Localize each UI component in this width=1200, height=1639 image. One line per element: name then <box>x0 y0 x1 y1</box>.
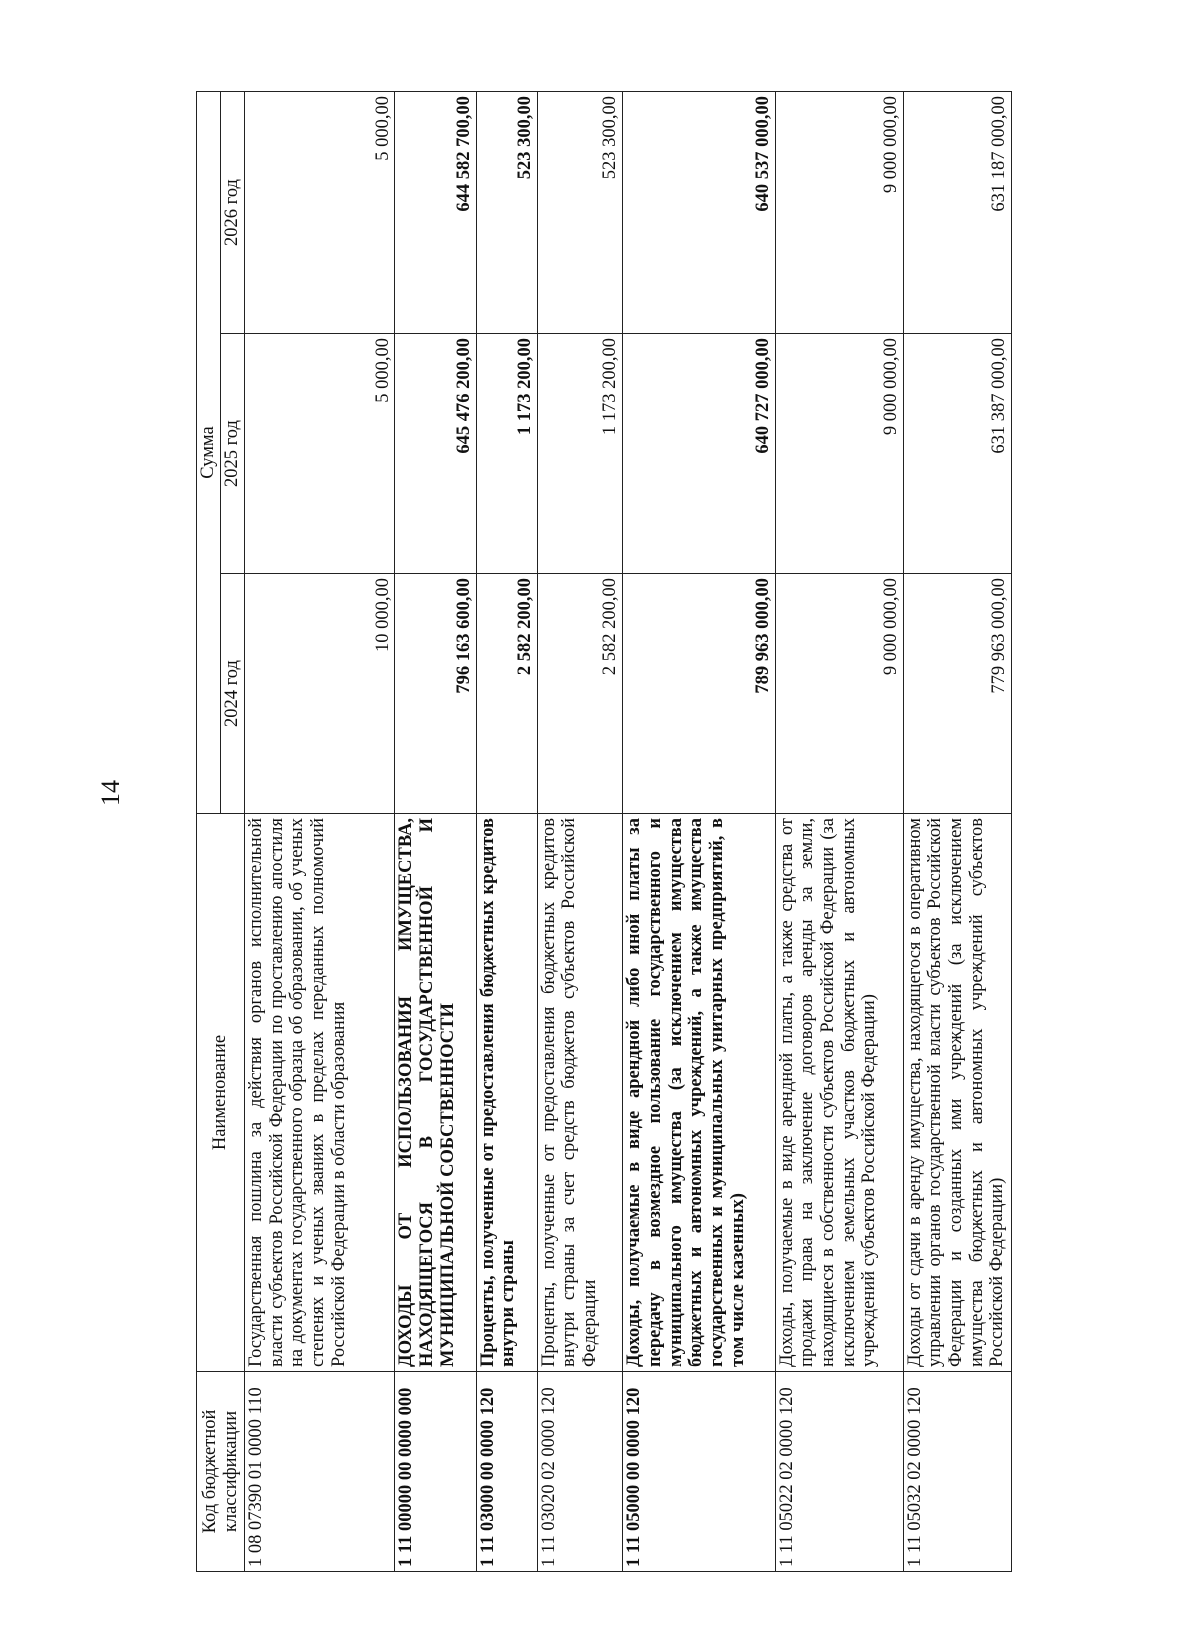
row-amount-2026: 640 537 000,00 <box>623 91 775 333</box>
row-code: 1 11 03000 00 0000 120 <box>476 1372 537 1572</box>
row-amount-2025: 5 000,00 <box>245 334 395 574</box>
row-amount-2026: 523 300,00 <box>537 91 622 333</box>
row-name: Проценты, полученные от предоставления бюджетных кредитов внутри страны за счет средств бюджетов субъектов Российской Федерации <box>537 814 622 1372</box>
row-code: 1 11 05022 02 0000 120 <box>775 1372 903 1572</box>
row-amount-2026: 9 000 000,00 <box>775 91 903 333</box>
row-name: Доходы, получаемые в виде арендной либо иной платы за передачу в возмездное пользование государственного и муниципального имущества (за исключением имущества бюджетных и автономных учреждений, а также имущества государственных и муниципальных унитарных предприятий, в том числе казенных) <box>623 814 775 1372</box>
table-row <box>245 91 395 1571</box>
header-year-2024: 2024 год <box>221 574 245 814</box>
row-code: 1 11 03020 02 0000 120 <box>537 1372 622 1572</box>
row-amount-2024: 789 963 000,00 <box>623 574 775 814</box>
table-row <box>537 91 622 1571</box>
row-code: 1 11 00000 00 0000 000 <box>395 1372 476 1572</box>
header-code: Код бюджетной классификации <box>197 1372 245 1572</box>
table-row <box>775 91 903 1571</box>
row-amount-2025: 9 000 000,00 <box>775 334 903 574</box>
header-year-2025: 2025 год <box>221 334 245 574</box>
header-name: Наименование <box>197 814 245 1372</box>
row-amount-2024: 796 163 600,00 <box>395 574 476 814</box>
table-row <box>395 91 476 1571</box>
row-name: Доходы от сдачи в аренду имущества, находящегося в оперативном управлении органов государственной власти субъектов Российской Федерации и созданных ими учреждений (за исключением имущества бюджетных и автономных учреждений субъектов Российской Федерации) <box>903 814 1011 1372</box>
row-amount-2025: 631 387 000,00 <box>903 334 1011 574</box>
row-amount-2024: 2 582 200,00 <box>476 574 537 814</box>
row-code: 1 08 07390 01 0000 110 <box>245 1372 395 1572</box>
row-name: ДОХОДЫ ОТ ИСПОЛЬЗОВАНИЯ ИМУЩЕСТВА, НАХОДЯЩЕГОСЯ В ГОСУДАРСТВЕННОЙ И МУНИЦИПАЛЬНОЙ СОБСТВЕННОСТИ <box>395 814 476 1372</box>
table-row <box>476 91 537 1571</box>
row-amount-2026: 631 187 000,00 <box>903 91 1011 333</box>
row-code: 1 11 05032 02 0000 120 <box>903 1372 1011 1572</box>
header-sum: Сумма <box>197 91 221 813</box>
row-code: 1 11 05000 00 0000 120 <box>623 1372 775 1572</box>
row-name: Проценты, полученные от предоставления бюджетных кредитов внутри страны <box>476 814 537 1372</box>
row-amount-2024: 9 000 000,00 <box>775 574 903 814</box>
revenue-table <box>196 91 1012 1572</box>
page-number: 14 <box>96 780 125 806</box>
revenue-table-sheet <box>196 92 1012 1572</box>
row-amount-2025: 640 727 000,00 <box>623 334 775 574</box>
row-amount-2025: 1 173 200,00 <box>476 334 537 574</box>
row-amount-2024: 2 582 200,00 <box>537 574 622 814</box>
table-row <box>623 91 775 1571</box>
table-row <box>903 91 1011 1571</box>
row-amount-2024: 779 963 000,00 <box>903 574 1011 814</box>
row-amount-2024: 10 000,00 <box>245 574 395 814</box>
row-amount-2025: 645 476 200,00 <box>395 334 476 574</box>
row-amount-2025: 1 173 200,00 <box>537 334 622 574</box>
row-name: Доходы, получаемые в виде арендной платы, а также средства от продажи права на заключение договоров аренды за земли, находящиеся в собственности субъектов Российской Федерации (за исключением земельных участков бюджетных и автономных учреждений субъектов Российской Федерации) <box>775 814 903 1372</box>
row-amount-2026: 523 300,00 <box>476 91 537 333</box>
row-amount-2026: 5 000,00 <box>245 91 395 333</box>
row-amount-2026: 644 582 700,00 <box>395 91 476 333</box>
header-year-2026: 2026 год <box>221 91 245 333</box>
row-name: Государственная пошлина за действия органов исполнительной власти субъектов Российской Федерации по проставлению апостиля на документах государственного образца об образовании, об ученых степенях и ученых званиях в пределах переданных полномочий Российской Федерации в области образования <box>245 814 395 1372</box>
